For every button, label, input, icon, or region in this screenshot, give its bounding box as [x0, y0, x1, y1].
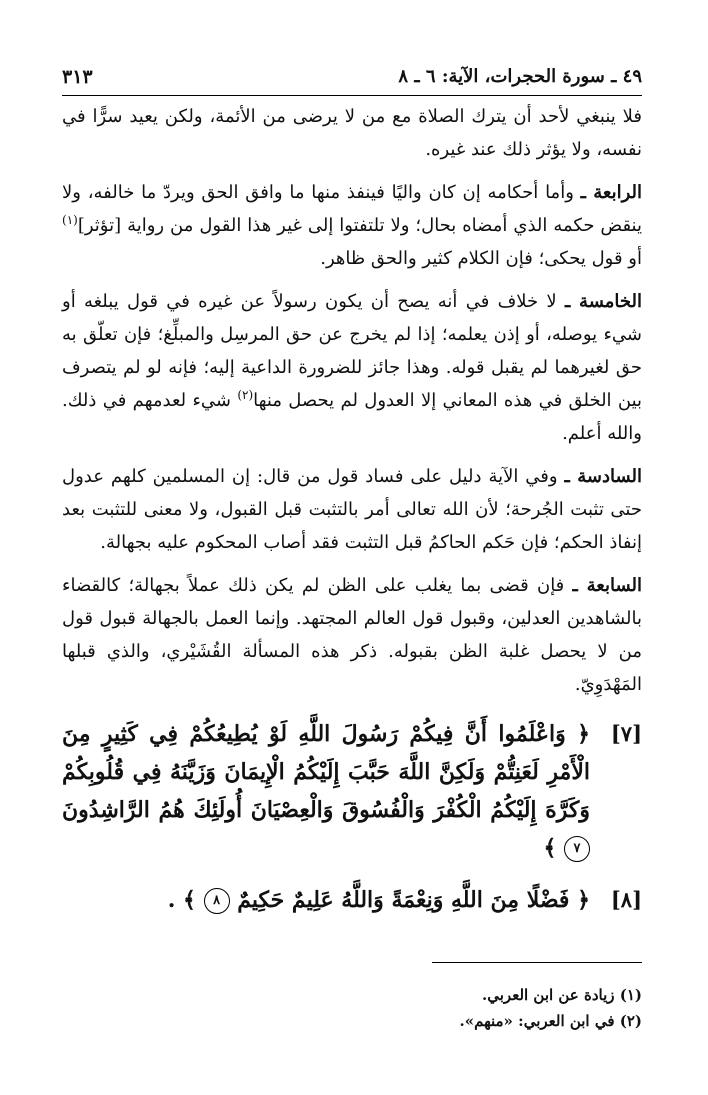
- verse-8: [62, 881, 642, 919]
- paragraph-fourth-text-b: أو قول يحكى؛ فإن الكلام كثير والحق ظاهر.: [320, 248, 642, 269]
- page-header: [62, 62, 642, 96]
- paragraph-seventh: [62, 569, 642, 701]
- ayah-marker-7: ٧: [564, 836, 590, 862]
- heading-seventh: السابعة ـ: [572, 575, 642, 596]
- page-body: [62, 100, 642, 919]
- verse-text-7: [62, 715, 590, 867]
- verse-close-7: ﴾: [543, 835, 564, 861]
- paragraph-sixth-text: وفي الآية دليل على فساد قول من قال: إن المسلمين كلهم عدول حتى تثبت الجُرحة؛ لأن الله تعالى أمر بالتثبت قبل القبول، ولا معنى للتثبت بعد إنفاذ الحكم؛ فإن حَكم الحاكمُ قبل التثبت فقد أصاب المحكوم عليه بجهالة.: [62, 466, 642, 553]
- verse-7: [62, 715, 642, 867]
- paragraph-fourth: [62, 176, 642, 275]
- ayah-marker-8: ٨: [204, 888, 230, 914]
- verse-text-8-body: ﴿ فَضْلًا مِنَ اللَّهِ وَنِعْمَةً وَاللَّهُ عَلِيمٌ حَكِيمٌ: [237, 887, 590, 913]
- header-title: ٤٩ ـ سورة الحجرات، الآية: ٦ ـ ٨: [398, 66, 642, 87]
- paragraph-intro-text: فلا ينبغي لأحد أن يترك الصلاة مع من لا يرضى من الأئمة، ولكن يعيد سرًّا في نفسه، ولا يؤثر ذلك عند غيره.: [62, 106, 642, 160]
- verse-text-8: [62, 881, 590, 919]
- page-number: ٣١٣: [62, 65, 93, 88]
- paragraph-fourth-text-a: وأما أحكامه إن كان واليًا فينفذ منها ما وافق الحق ويردّ ما خالفه، ولا ينقض حكمه الذي أمضاه بحال؛ ولا تلتفتوا إلى غير هذا القول من رواية [تؤثر]: [62, 182, 642, 236]
- footnotes: [62, 982, 642, 1034]
- paragraph-fifth-text-b: شيء لعدمهم في ذلك. والله أعلم.: [62, 390, 642, 444]
- footnote-ref-2: (٢): [237, 388, 254, 402]
- heading-sixth: السادسة ـ: [564, 466, 642, 487]
- verse-number-8: [٨]: [610, 887, 642, 912]
- paragraph-fifth: [62, 285, 642, 450]
- verse-text-7-body: ﴿ وَاعْلَمُوا أَنَّ فِيكُمْ رَسُولَ اللَّهِ لَوْ يُطِيعُكُمْ فِي كَثِيرٍ مِنَ الْأَمْرِ لَعَنِتُّمْ وَلَكِنَّ اللَّهَ حَبَّبَ إِلَيْكُمُ الْإِيمَانَ وَزَيَّنَهُ فِي قُلُوبِكُمْ وَكَرَّهَ إِلَيْكُمُ الْكُفْرَ وَالْفُسُوقَ وَالْعِصْيَانَ أُولَئِكَ هُمُ الرَّاشِدُونَ: [62, 721, 590, 823]
- heading-fifth: الخامسة ـ: [564, 291, 642, 312]
- footnote-ref-1: (١): [62, 213, 78, 227]
- footnote-1: (١) زيادة عن ابن العربي.: [482, 986, 642, 1004]
- footnote-divider: [432, 962, 642, 963]
- verse-number-7: [٧]: [610, 721, 642, 746]
- heading-fourth: الرابعة ـ: [580, 182, 642, 203]
- footnote-2: (٢) في ابن العربي: «منهم».: [459, 1012, 642, 1030]
- paragraph-sixth: [62, 460, 642, 559]
- paragraph-seventh-text: فإن قضى بما يغلب على الظن لم يكن ذلك عملاً بجهالة؛ كالقضاء بالشاهدين العدلين، وقبول قول العالم المجتهد. وإنما العمل بالجهالة قبول قول من لا يحصل غلبة الظن بقبوله. ذكر هذه المسألة القُشَيْري، والذي قبلها المَهْدَوِيّ.: [62, 575, 642, 695]
- paragraph-fifth-text-a: لا خلاف في أنه يصح أن يكون رسولاً عن غيره في قول يبلغه أو شيء يوصله، أو إذن يعلمه؛ إذا لم يخرج عن حق المرسِل والمبلِّغ؛ فإن تعلّق به حق لغيرهما لم يقبل قوله. وهذا جائز للضرورة الداعية إليه؛ فإنه لو لم يتصرف بين الخلق في هذه المعاني إلا العدول لم يحصل منها: [62, 291, 643, 411]
- paragraph-intro: [62, 100, 642, 166]
- verse-close-8: ﴾ .: [167, 887, 204, 913]
